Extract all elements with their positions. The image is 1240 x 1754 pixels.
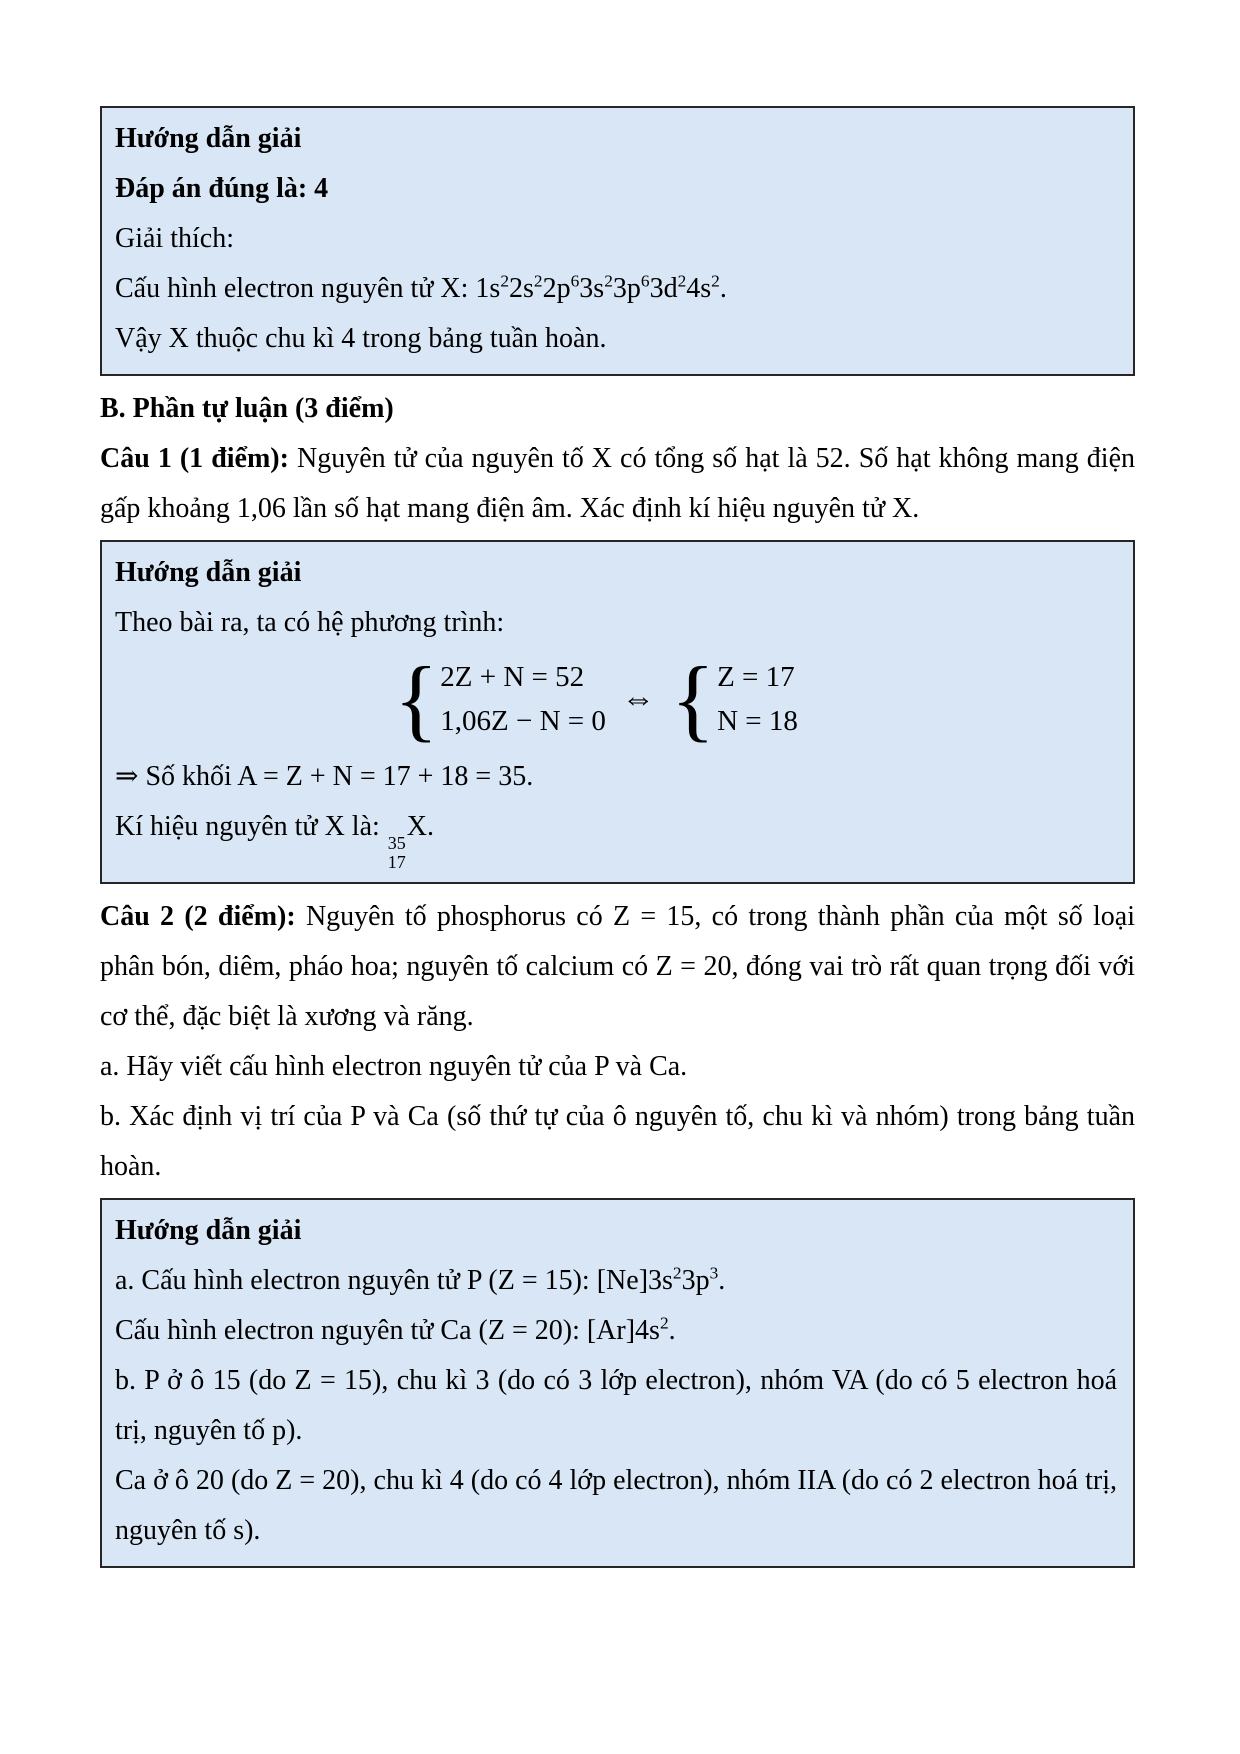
equation-line: 1,06Z − N = 0	[440, 705, 606, 737]
equation-system-right	[670, 648, 798, 750]
equation-line: N = 18	[717, 705, 798, 737]
question-2-text: Câu 2 (2 điểm): Nguyên tố phosphorus có Z = 15, có trong thành phần của một số loại phân bón, diêm, pháo hoa; nguyên tố calcium có Z = 20, đóng vai trò rất quan trọng đối với cơ thể, đặc biệt là xương và răng.	[100, 901, 1135, 1032]
solution-box-q1	[100, 540, 1135, 884]
config-ca-line: Cấu hình electron nguyên tử Ca (Z = 20): $[Ar]4s^2$.	[115, 1313, 676, 1346]
left-brace-glyph: {	[670, 648, 716, 750]
solution-box-mcq	[100, 106, 1135, 376]
question-2a-text: a. Hãy viết cấu hình electron nguyên tử của P và Ca.	[100, 1051, 688, 1082]
electron-config-line: Cấu hình electron nguyên tử X: $1s^22s^22p^63s^23p^63d^24s^2$.	[115, 271, 727, 304]
mass-number-line: ⇒ Số khối A = Z + N = 17 + 18 = 35.	[115, 761, 534, 792]
solution-heading: Hướng dẫn giải	[115, 557, 302, 588]
iff-arrow-icon: ⇔	[621, 681, 655, 717]
solution-heading: Hướng dẫn giải	[115, 1215, 302, 1246]
question-1-text: Câu 1 (1 điểm): Nguyên tử của nguyên tố X có tổng số hạt là 52. Số hạt không mang điện gấp khoảng 1,06 lần số hạt mang điện âm. Xác định kí hiệu nguyên tử X.	[100, 443, 1135, 524]
nuclide-notation	[388, 834, 406, 872]
symbol-line	[115, 802, 1117, 872]
position-p-line: b. P ở ô 15 (do Z = 15), chu kì 3 (do có 3 lớp electron), nhóm VA (do có 5 electron hoá trị, nguyên tố p).	[115, 1365, 1117, 1446]
question-2b-text: b. Xác định vị trí của P và Ca (số thứ tự của ô nguyên tố, chu kì và nhóm) trong bảng tuần hoàn.	[100, 1101, 1135, 1182]
nuclide-atomic-number: 17	[387, 852, 406, 872]
correct-answer-line: Đáp án đúng là: 4	[115, 173, 329, 204]
system-intro-line: Theo bài ra, ta có hệ phương trình:	[115, 607, 505, 638]
equation-system-left	[394, 648, 606, 750]
section-b-heading: B. Phần tự luận (3 điểm)	[100, 393, 394, 424]
config-p-line: a. Cấu hình electron nguyên tử P (Z = 15): $[Ne]3s^23p^3$.	[115, 1263, 726, 1296]
equation-line: 2Z + N = 52	[440, 661, 585, 693]
nuclide-element-symbol: X.	[406, 811, 435, 842]
equation-system	[115, 648, 1077, 750]
solution-box-q2	[100, 1198, 1135, 1568]
nuclide-mass-number: 35	[387, 833, 406, 853]
conclusion-line: Vậy X thuộc chu kì 4 trong bảng tuần hoàn.	[115, 323, 607, 354]
position-ca-line: Ca ở ô 20 (do Z = 20), chu kì 4 (do có 4 lớp electron), nhóm IIA (do có 2 electron hoá trị, nguyên tố s).	[115, 1465, 1117, 1546]
solution-heading: Hướng dẫn giải	[115, 123, 302, 154]
explain-label: Giải thích:	[115, 223, 234, 254]
left-brace-glyph: {	[394, 648, 439, 750]
symbol-line-prefix: Kí hiệu nguyên tử X là:	[115, 811, 380, 842]
equation-line: Z = 17	[717, 661, 795, 693]
